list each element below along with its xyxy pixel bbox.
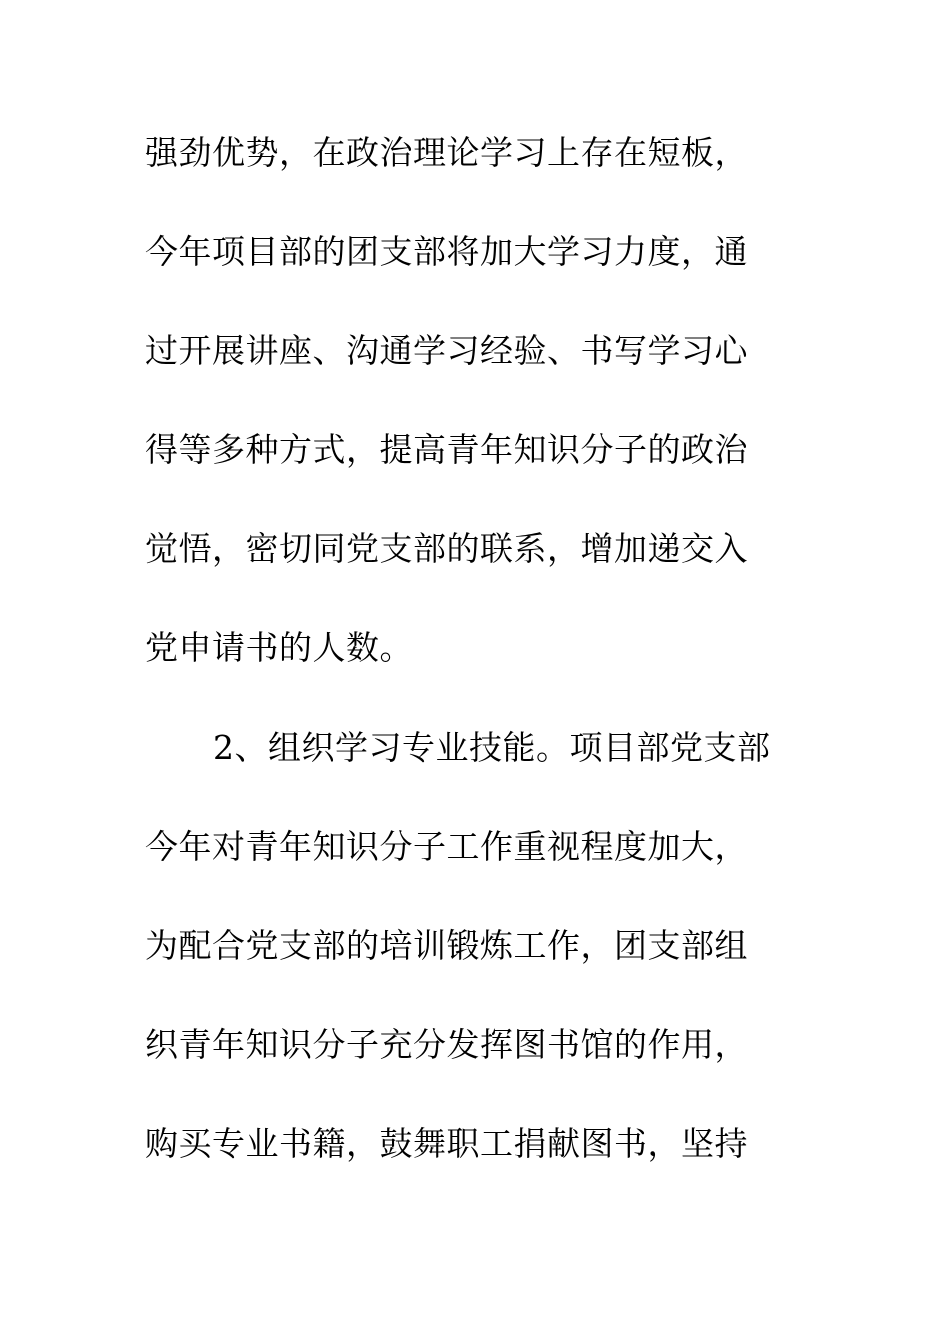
text-line: 织青年知识分子充分发挥图书馆的作用， xyxy=(145,1025,748,1064)
text-line: 购买专业书籍，鼓舞职工捐献图书，坚持 xyxy=(145,1124,748,1163)
text-line: 过开展讲座、沟通学习经验、书写学习心 xyxy=(145,331,748,370)
text-line: 今年对青年知识分子工作重视程度加大， xyxy=(145,827,748,866)
text-line-indented: 2、组织学习专业技能。项目部党支部 xyxy=(213,728,771,767)
text-line: 为配合党支部的培训锻炼工作，团支部组 xyxy=(145,926,748,965)
text-line: 强劲优势，在政治理论学习上存在短板， xyxy=(145,133,748,172)
text-line: 觉悟，密切同党支部的联系，增加递交入 xyxy=(145,529,748,568)
text-line: 得等多种方式，提高青年知识分子的政治 xyxy=(145,430,748,469)
text-line: 党申请书的人数。 xyxy=(145,628,413,667)
text-line: 今年项目部的团支部将加大学习力度，通 xyxy=(145,232,748,271)
